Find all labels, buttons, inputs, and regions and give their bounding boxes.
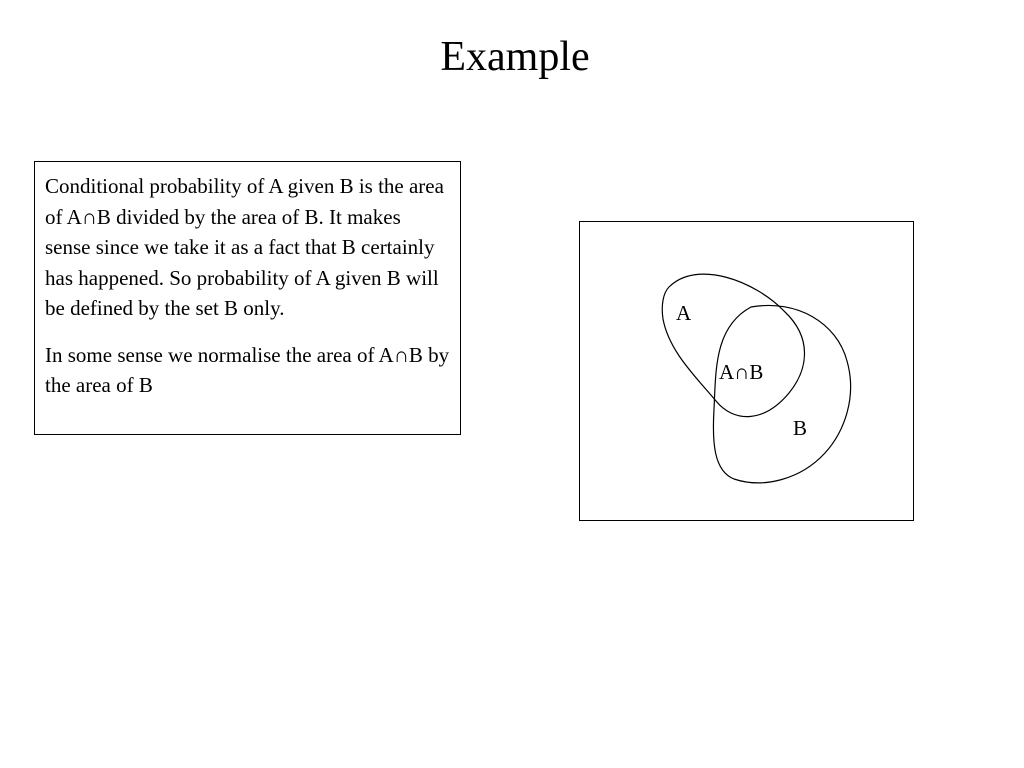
set-a-label: A [676, 301, 692, 325]
set-b-label: B [793, 416, 808, 440]
venn-diagram [579, 221, 915, 522]
set-a-outline [662, 274, 804, 417]
set-b-outline [713, 305, 850, 482]
explanation-text-box [34, 161, 461, 435]
venn-diagram-svg [579, 221, 915, 522]
explanation-paragraph-1: Conditional probability of A given B is the area of A∩B divided by the area of B. It makes sense since we take it as a fact that B certainly has happened. So probability of A given B will be defined by the set B only. [45, 174, 444, 320]
explanation-paragraph-2: In some sense we normalise the area of A∩B by the area of B [45, 342, 450, 397]
intersection-label: A∩B [719, 360, 764, 384]
slide-title: Example [440, 34, 590, 80]
